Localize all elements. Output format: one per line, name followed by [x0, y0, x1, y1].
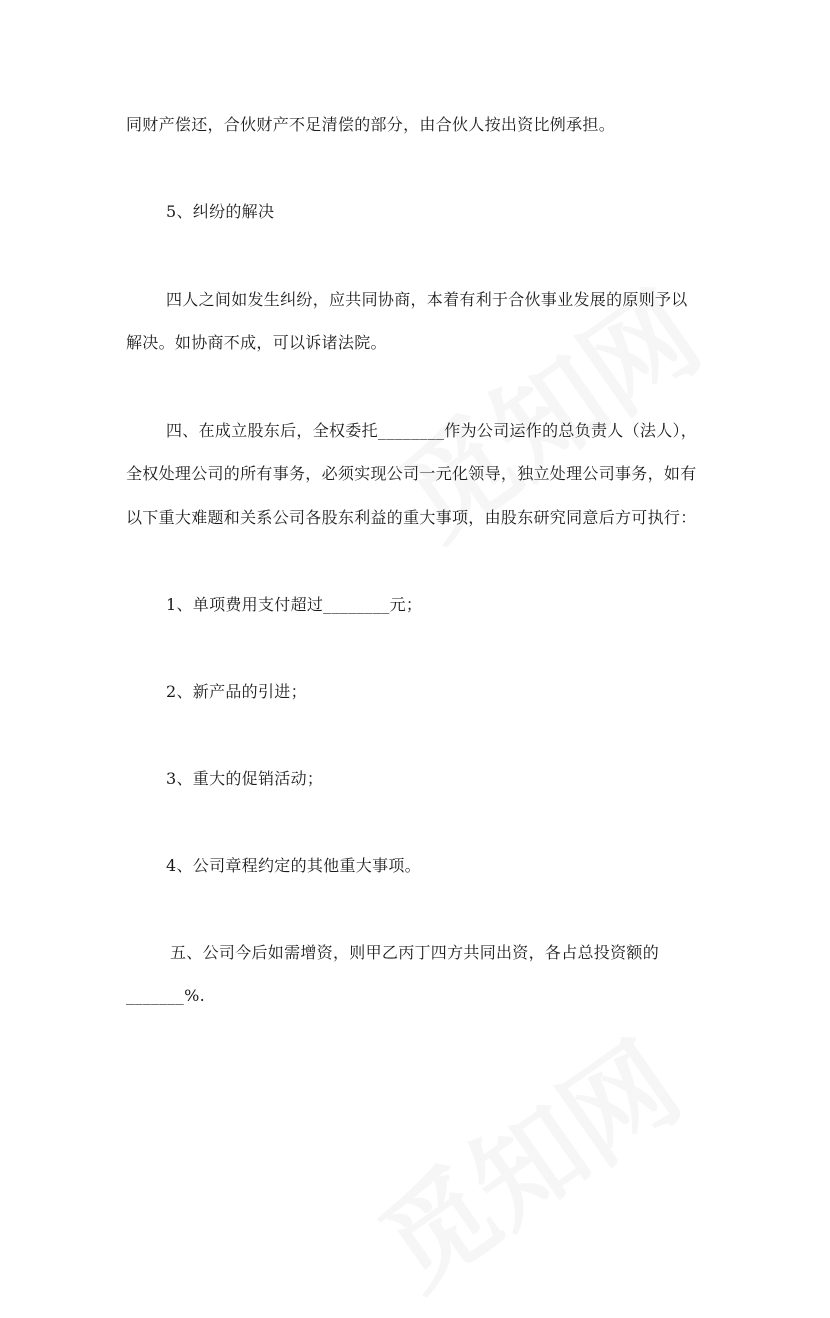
paragraph-line-5: 四、在成立股东后，全权委托________作为公司运作的总负责人（法人）， [166, 421, 698, 440]
paragraph-line-12: 五、公司今后如需增资，则甲乙丙丁四方共同出资，各占总投资额的 [170, 943, 660, 962]
list-item-1: 1、单项费用支付超过________元； [166, 595, 423, 614]
watermark-lower [345, 1000, 706, 1318]
paragraph-line-6: 全权处理公司的所有事务，必须实现公司一元化领导，独立处理公司事务，如有 [126, 464, 697, 483]
paragraph-line-1: 同财产偿还，合伙财产不足清偿的部分，由合伙人按出资比例承担。 [126, 115, 616, 134]
list-item-3: 3、重大的促销活动； [166, 769, 324, 788]
paragraph-line-3: 四人之间如发生纠纷，应共同协商，本着有利于合伙事业发展的原则予以 [166, 290, 688, 309]
list-item-4: 4、公司章程约定的其他重大事项。 [166, 856, 421, 875]
paragraph-line-7: 以下重大难题和关系公司各股东利益的重大事项，由股东研究同意后方可执行： [126, 508, 697, 527]
section-heading-dispute-resolution: 5、纠纷的解决 [166, 202, 275, 221]
paragraph-line-4: 解决。如协商不成，可以诉诸法院。 [126, 333, 387, 352]
paragraph-line-13: _______%. [126, 986, 205, 1005]
list-item-2: 2、新产品的引进； [166, 682, 307, 701]
